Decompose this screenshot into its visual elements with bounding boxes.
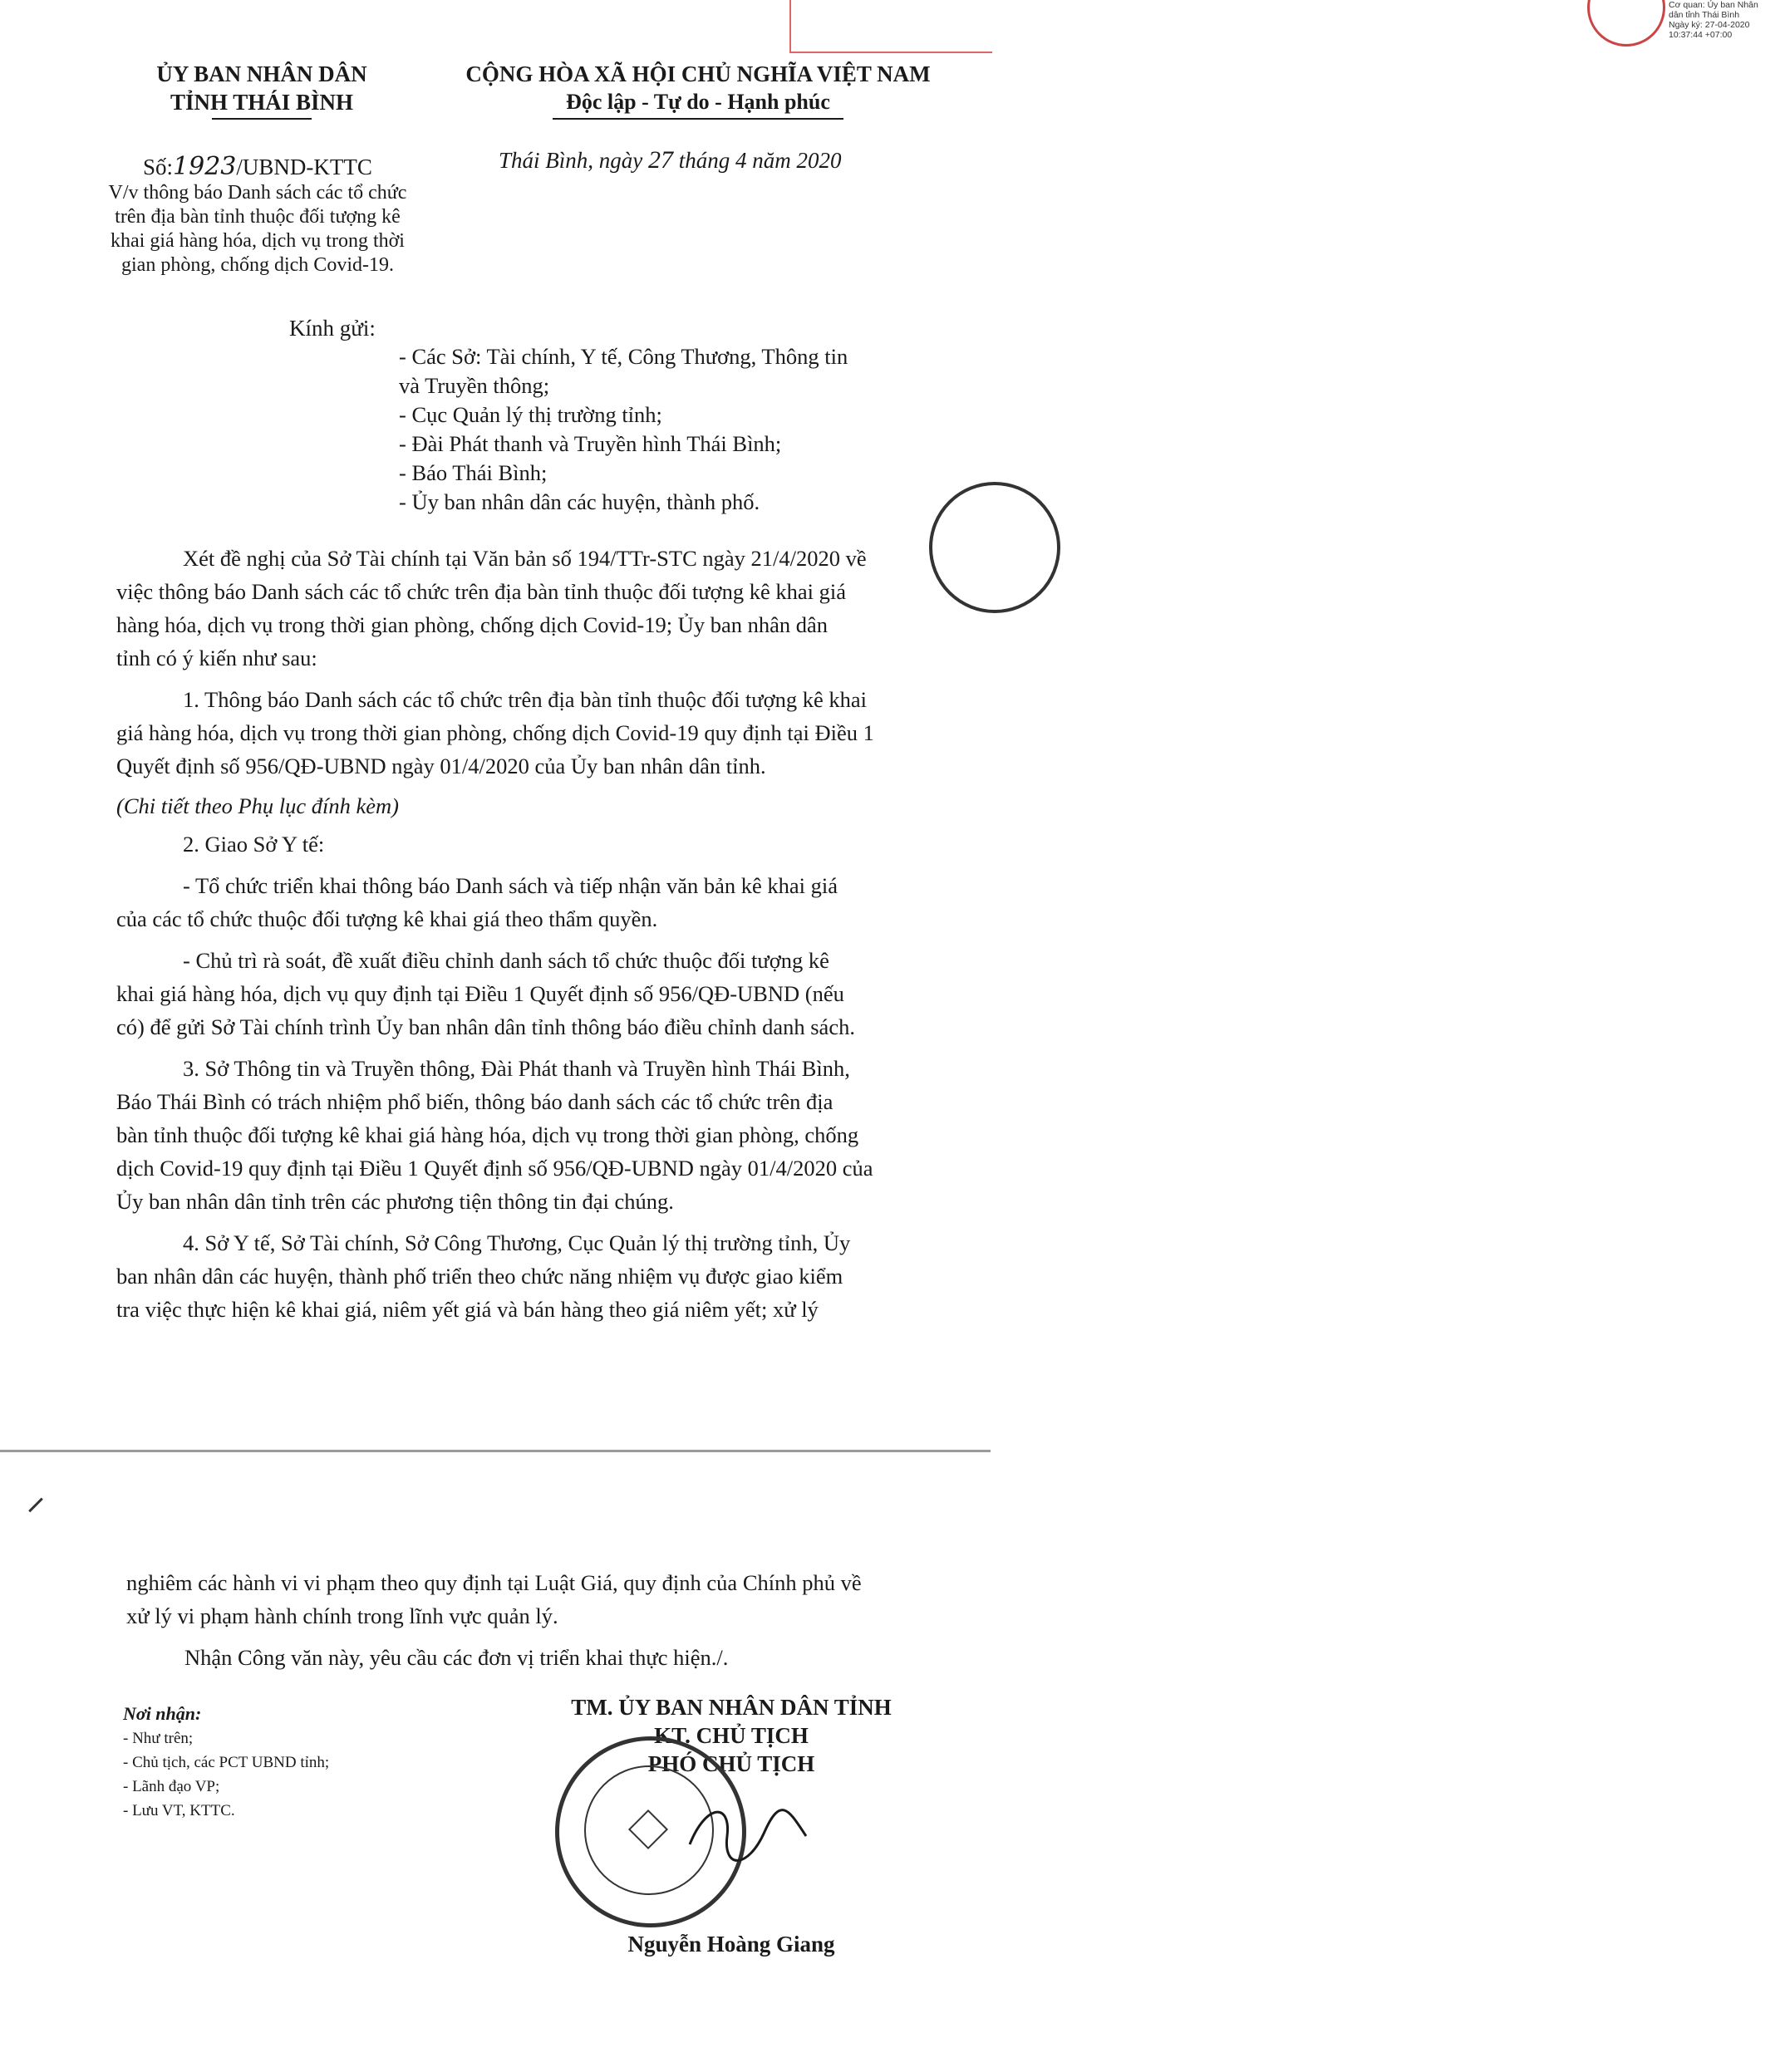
list-item: và Truyền thông; xyxy=(399,373,550,398)
list-item: - Cục Quản lý thị trường tỉnh; xyxy=(399,402,662,427)
document-page-2 xyxy=(0,1462,991,2072)
signature-block: TM. ỦY BAN NHÂN DÂN TỈNH KT. CHỦ TỊCH PHÓ CHỦ TỊCH xyxy=(571,1695,892,1776)
list-item: - Các Sở: Tài chính, Y tế, Công Thương, Thông tin xyxy=(399,344,848,369)
list-item: - Lãnh đạo VP; xyxy=(123,1778,220,1795)
handwritten-signature-icon xyxy=(681,1786,814,1878)
list-item: - Báo Thái Bình; xyxy=(399,460,548,485)
document-number: Số:1923/UBND-KTTC xyxy=(143,152,372,181)
list-item: - Lưu VT, KTTC. xyxy=(123,1802,235,1819)
motto-underline xyxy=(553,118,843,120)
signer-name: Nguyễn Hoàng Giang xyxy=(627,1932,835,1957)
agency-underline xyxy=(212,118,312,120)
place-date: Thái Bình, ngày 27 tháng 4 năm 2020 xyxy=(499,146,842,174)
distribution-list xyxy=(123,1701,439,1823)
subject-block: V/v thông báo Danh sách các tổ chức trên địa bàn tỉnh thuộc đối tượng kê khai giá hàng hóa, dịch vụ trong thời gian phòng, chống dịch Covid-19. xyxy=(108,182,407,276)
body-text: Xét đề nghị của Sở Tài chính tại Văn bản số 194/TTr-STC ngày 21/4/2020 về việc thông báo Danh sách các tổ chức trên địa bàn tỉnh thuộc đối tượng kê khai giá hàng hóa, dịch vụ trong thời gian phòng, chống dịch Covid-19; Ủy ban nhân dân tỉnh có ý kiến như sau: 1. Thông báo Danh sách các tổ chức trên địa bàn tỉnh thuộc đối tượng kê khai giá hàng hóa, dịch vụ trong thời gian phòng, chống dịch Covid-19 quy định tại Điều 1 Quyết định số 956/QĐ-UBND ngày 01/4/2020 của Ủy ban nhân dân tỉnh. (Chi tiết theo Phụ lục đính kèm) 2. Giao Sở Y tế: - Tổ chức triển khai thông báo Danh sách và tiếp nhận văn bản kê khai giá của các tổ chức thuộc đối tượng kê khai giá theo thẩm quyền. - Chủ trì rà soát, đề xuất điều chỉnh danh sách tổ chức thuộc đối tượng kê khai giá hàng hóa, dịch vụ quy định tại Điều 1 Quyết định số 956/QĐ-UBND (nếu có) để gửi Sở Tài chính trình Ủy ban nhân dân tỉnh thông báo điều chỉnh danh sách. 3. Sở Thông tin và Truyền thông, Đài Phát thanh và Truyền hình Thái Bình, Báo Thái Bình có trách nhiệm phổ biến, thông báo danh sách các tổ chức trên địa bàn tỉnh thuộc đối tượng kê khai giá hàng hóa, dịch vụ trong thời gian phòng, chống dịch Covid-19 quy định tại Điều 1 Quyết định số 956/QĐ-UBND ngày 01/4/2020 của Ủy ban nhân dân tỉnh trên các phương tiện thông tin đại chúng. 4. Sở Y tế, Sở Tài chính, Sở Công Thương, Cục Quản lý thị trường tỉnh, Ủy ban nhân dân các huyện, thành phố triển theo chức năng nhiệm vụ được giao kiểm tra việc thực hiện kê khai giá, niêm yết giá và bán hàng theo giá niêm yết; xử lý xyxy=(116,546,874,1322)
list-item: - Như trên; xyxy=(123,1730,194,1747)
salutation: Kính gửi: xyxy=(289,316,376,341)
red-seal-icon xyxy=(1587,0,1665,47)
handwritten-number: 1923 xyxy=(173,152,237,181)
list-item: - Chủ tịch, các PCT UBND tỉnh; xyxy=(123,1754,330,1771)
distribution-title: Nơi nhận: xyxy=(123,1703,202,1724)
list-item: - Ủy ban nhân dân các huyện, thành phố. xyxy=(399,489,760,514)
stamp-text: Cơ quan: Ủy ban Nhân dân tỉnh Thái Bình Ngày ký: 27-04-2020 10:37:44 +07:00 xyxy=(1669,0,1758,40)
recipient-list xyxy=(399,342,931,517)
pen-mark-icon xyxy=(28,1498,43,1513)
national-header: CỘNG HÒA XÃ HỘI CHỦ NGHĨA VIỆT NAM Độc lập - Tự do - Hạnh phúc xyxy=(432,60,964,120)
body-text-continued: nghiêm các hành vi vi phạm theo quy định tại Luật Giá, quy định của Chính phủ về xử lý vi phạm hành chính trong lĩnh vực quản lý. Nhận Công văn này, yêu cầu các đơn vị triển khai thực hiện./. xyxy=(126,1570,862,1670)
partial-seal-icon xyxy=(929,482,1060,613)
list-item: - Đài Phát thanh và Truyền hình Thái Bình; xyxy=(399,431,782,456)
agency-header: ỦY BAN NHÂN DÂN TỈNH THÁI BÌNH xyxy=(125,60,399,120)
digital-signature-stamp xyxy=(789,0,1758,53)
handwritten-day: 27 xyxy=(648,146,673,174)
page-divider xyxy=(0,1450,991,1462)
